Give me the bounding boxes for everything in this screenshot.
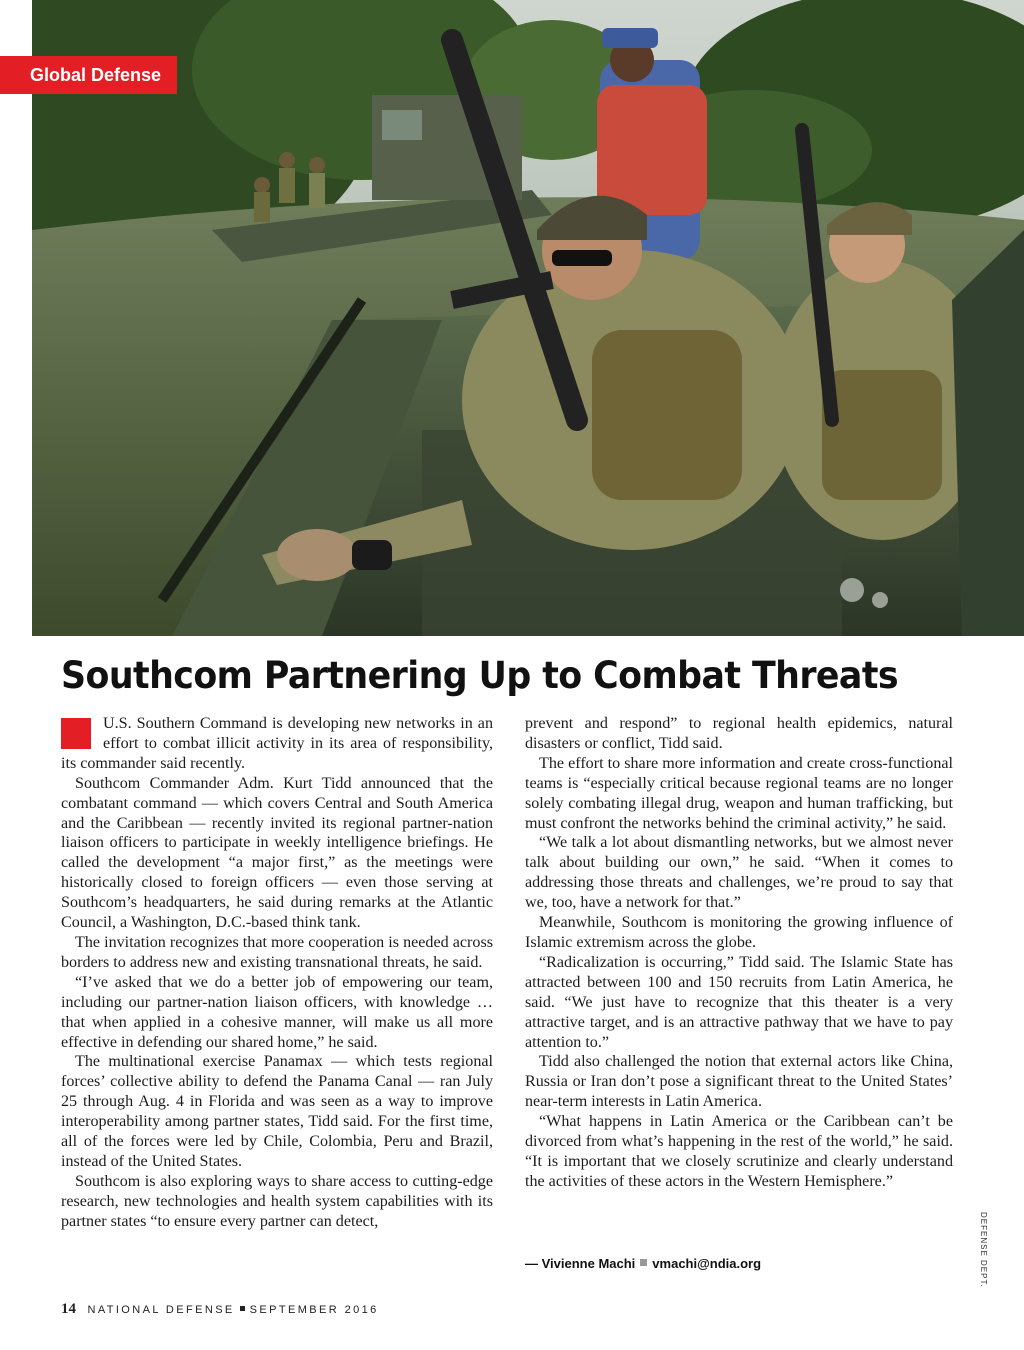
article-paragraph: The invitation recognizes that more cooperation is needed across borders to address new and existing transnational threats, he said. — [61, 933, 493, 971]
article-paragraph: prevent and respond” to regional health epidemics, natural disasters or conflict, Tidd said. — [525, 715, 953, 752]
article-paragraph: “What happens in Latin America or the Caribbean can’t be divorced from what’s happening in the rest of the world,” he said. “It is important that we closely scrutinize and clearly understand the activities of these actors in the Western Hemisphere.” — [525, 1113, 953, 1190]
byline-author: — Vivienne Machi — [525, 1256, 636, 1271]
section-tag: Global Defense — [0, 56, 177, 94]
byline-email[interactable]: vmachi@ndia.org — [652, 1256, 762, 1271]
article-paragraph: The effort to share more information and create cross-functional teams is “especially critical because regional teams are no longer solely combating illegal drug, weapon and human trafficking, but must confront the networks behind the criminal activity,” he said. — [525, 754, 953, 832]
publication-name: NATIONAL DEFENSE — [87, 1304, 235, 1316]
article-paragraph: Tidd also challenged the notion that external actors like China, Russia or Iran don’t pose a significant threat to the United States’ near-term interests in Latin America. — [525, 1053, 953, 1111]
issue-date: SEPTEMBER 2016 — [249, 1304, 379, 1316]
photo-credit: DEFENSE DEPT. — [979, 1212, 988, 1288]
article-paragraph: Southcom Commander Adm. Kurt Tidd announced that the combatant command — which covers Central and South America and the Caribbean — recently invited its regional partner-nation liaison officers to participate in weekly intelligence briefings. He called the development “a major first,” as the meetings were historically closed to foreign officers — even those serving at Southcom’s headquarters, he said during remarks at the Atlantic Council, a Washington, D.C.-based think tank. — [61, 774, 493, 932]
article-paragraph: Meanwhile, Southcom is monitoring the growing influence of Islamic extremism across the globe. — [525, 914, 953, 951]
byline — [525, 1256, 761, 1271]
page-footer — [61, 1301, 379, 1318]
drop-cap-square — [61, 718, 91, 749]
article-column-right — [525, 714, 953, 1192]
article-paragraph: “I’ve asked that we do a better job of empowering our team, including our partner-nation liaison officers, with knowledge … that when applied in a cohesive manner, will make us all more effective in defending our shared home,” he said. — [61, 973, 493, 1051]
article-paragraph: The multinational exercise Panamax — which tests regional forces’ collective ability to defend the Panama Canal — ran July 25 through Aug. 4 in Florida and was seen as a way to improve interoperability among partner states, Tidd said. For the first time, all of the forces were led by Chile, Colombia, Peru and Brazil, instead of the United States. — [61, 1053, 493, 1170]
article-column-left — [61, 714, 493, 1232]
byline-separator — [640, 1259, 647, 1266]
footer-separator — [240, 1306, 245, 1311]
article-paragraph: U.S. Southern Command is developing new networks in an effort to combat illicit activity in its area of responsibility, its commander said recently. — [61, 715, 493, 772]
article-paragraph: “Radicalization is occurring,” Tidd said. The Islamic State has attracted between 100 and 150 recruits from Latin America, he said. “We just have to recognize that this theater is a very attractive target, and is an attractive pathway that we have to pay attention to.” — [525, 953, 953, 1051]
article-photo — [32, 0, 1024, 636]
article-paragraph: Southcom is also exploring ways to share access to cutting-edge research, new technologies and health system capabilities with its partner states “to ensure every partner can detect, — [61, 1172, 493, 1230]
article-paragraph: “We talk a lot about dismantling networks, but we almost never talk about building our own,” he said. “When it comes to addressing those threats and challenges, we’re proud to say that we, too, have a network for that.” — [525, 834, 953, 912]
page-number: 14 — [61, 1301, 76, 1317]
headline: Southcom Partnering Up to Combat Threats — [61, 654, 899, 697]
